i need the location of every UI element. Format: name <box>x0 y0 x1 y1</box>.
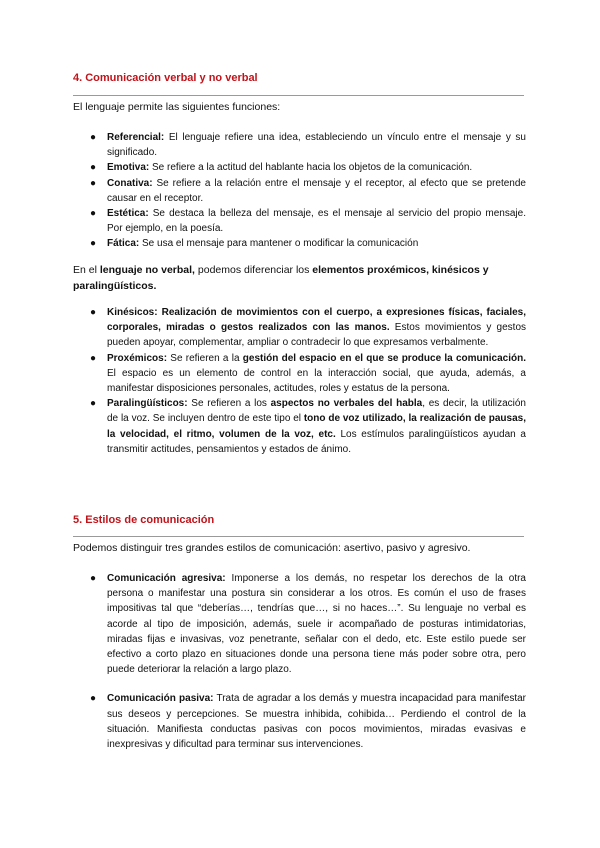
nonverbal-intro <box>73 262 525 294</box>
desc-pasiva: Trata de agradar a los demás y muestra incapacidad para manifestar sus deseos y percepciones. Se muestra inhibida, cohibida… Perdiendo el control de la situación. Manifiesta conductas pasivas con pocos movimientos, miradas evasivas e inexpresivas y dificultad para terminar sus intervenciones. <box>107 693 527 751</box>
nonverbal-elements-list <box>90 305 526 457</box>
list-item-fatica <box>90 236 526 251</box>
term-paralinguisticos: Paralingüísticos: <box>107 398 188 410</box>
list-item-proxemicos <box>90 351 526 397</box>
section-5-heading: 5. Estilos de comunicación <box>73 514 215 526</box>
desc-fatica: Se usa el mensaje para mantener o modificar la comunicación <box>139 238 419 250</box>
term-kinesicos: Kinésicos: <box>107 307 158 318</box>
desc-paralinguisticos: Los estímulos paralingüísticos ayudan a transmitir actitudes, pensamientos y estados de ánimo. <box>107 428 526 455</box>
desc-referencial: El lenguaje refiere una idea, estableciendo un vínculo entre el mensaje y su significado. <box>107 132 526 159</box>
list-item-estetica <box>90 206 526 236</box>
bullet-icon: ● <box>90 238 97 250</box>
bullet-icon: ● <box>90 208 97 220</box>
list-item-paralinguisticos <box>90 396 526 457</box>
term-pasiva: Comunicación pasiva: <box>107 693 214 705</box>
list-item-pasiva <box>90 691 526 752</box>
section-4-heading: 4. Comunicación verbal y no verbal <box>73 72 258 84</box>
bold-paralinguisticos-2: tono de voz utilizado, la realización de pausas, la velocidad, el ritmo, volumen de la voz, etc. <box>107 413 526 440</box>
list-item-kinesicos <box>90 305 526 351</box>
term-fatica: Fática: <box>107 238 140 250</box>
term-conativa: Conativa: <box>107 177 153 189</box>
term-referencial: Referencial: <box>107 132 165 143</box>
term-emotiva: Emotiva: <box>107 162 150 174</box>
nonverbal-intro-bold-1: lenguaje no verbal, <box>99 264 195 276</box>
list-item-conativa <box>90 176 526 206</box>
communication-styles-list <box>90 571 526 752</box>
pre-paralinguisticos: Se refieren a los <box>187 398 271 410</box>
desc-kinesicos: Estos movimientos y gestos pueden apoyar, complementar, ampliar o contradecir lo que expresamos verbalmente. <box>107 322 527 349</box>
bullet-icon: ● <box>90 573 97 584</box>
list-item-referencial <box>90 130 526 160</box>
term-proxemicos: Proxémicos: <box>107 352 168 364</box>
term-estetica: Estética: <box>107 208 149 220</box>
list-item-emotiva <box>90 160 526 175</box>
bullet-icon: ● <box>90 177 97 189</box>
pre-proxemicos: Se refieren a la <box>167 352 243 364</box>
bullet-icon: ● <box>90 352 97 364</box>
bullet-icon: ● <box>90 693 97 705</box>
desc-estetica: Se destaca la belleza del mensaje, es el mensaje al servicio del propio mensaje. Por ejemplo, en la poesía. <box>107 208 526 235</box>
nonverbal-intro-text-2: podemos diferenciar los <box>194 264 313 276</box>
term-agresiva: Comunicación agresiva: <box>107 573 226 584</box>
desc-emotiva: Se refiere a la actitud del hablante hacia los objetos de la comunicación. <box>149 162 473 174</box>
bullet-icon: ● <box>90 307 97 318</box>
section-5-divider <box>73 536 524 537</box>
nonverbal-intro-text-1: En el <box>73 264 100 276</box>
bullet-icon: ● <box>90 162 97 174</box>
desc-conativa: Se refiere a la relación entre el mensaje y el receptor, al efecto que se pretende causar en el receptor. <box>107 177 526 204</box>
section-4-divider <box>73 95 524 96</box>
desc-agresiva: Imponerse a los demás, no respetar los derechos de la otra persona o manifestar una postura sin considerar a los otros. Es común el uso de frases impositivas tal que “deberías…, tendrías que…, si no haces…”. Su lenguaje no verbal es acorde al tipo de imposición, además, suele ir acompañado de posturas intimidatorias, miradas fijas e invasivas, voz penetrante, señalar con el dedo, etc. Este estilo puede ser efectivo a corto plazo en situaciones donde una persona tiene más poder sobre otra, pero puede deteriorar la relación a largo plazo. <box>107 573 526 676</box>
list-spacer <box>90 677 526 691</box>
mid-paralinguisticos: , es decir, la utilización de la voz. Se incluyen dentro de este tipo el <box>107 398 526 425</box>
language-functions-list <box>90 130 526 252</box>
bullet-icon: ● <box>90 132 97 143</box>
functions-intro: El lenguaje permite las siguientes funciones: <box>73 101 281 113</box>
bold-proxemicos: gestión del espacio en el que se produce la comunicación. <box>242 352 527 364</box>
bold-paralinguisticos-1: aspectos no verbales del habla <box>270 398 423 410</box>
styles-intro: Podemos distinguir tres grandes estilos de comunicación: asertivo, pasivo y agresivo. <box>73 542 471 554</box>
list-item-agresiva <box>90 571 526 677</box>
bullet-icon: ● <box>90 398 97 410</box>
nonverbal-intro-bold-2: elementos proxémicos, kinésicos y paralingüísticos. <box>73 264 489 292</box>
desc-proxemicos: El espacio es un elemento de control en la interacción social, que ayuda, además, a manifestar disposiciones personales, actitudes, roles y estatus de la persona. <box>107 367 526 395</box>
bold-kinesicos: Realización de movimientos con el cuerpo, a expresiones físicas, faciales, corporales, miradas o gestos realizados con las manos. <box>107 307 526 334</box>
